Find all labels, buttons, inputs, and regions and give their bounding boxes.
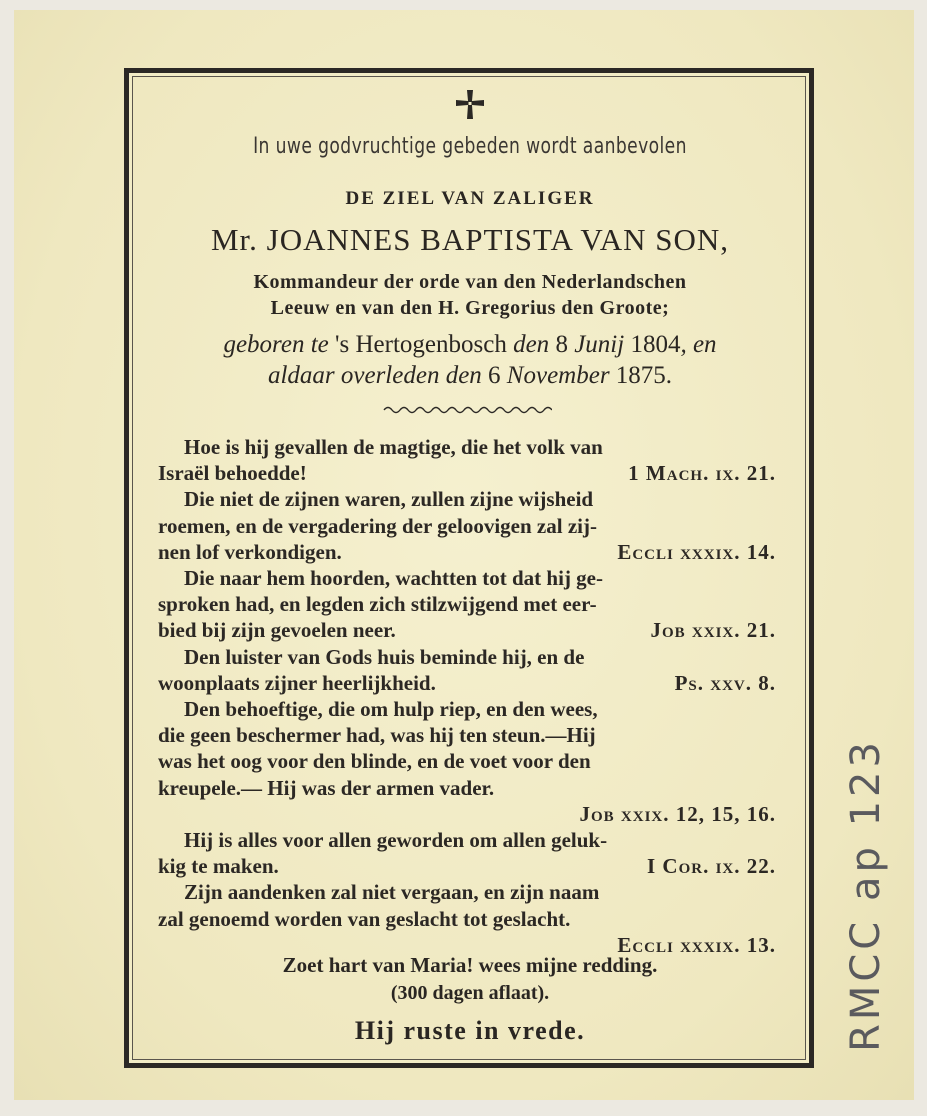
scripture-verses (158, 434, 776, 958)
intro-line: In uwe godvruchtige gebeden wordt aanbevolen (253, 134, 687, 159)
death-line: aldaar overleden den 6 November 1875. (267, 362, 673, 389)
verse-line (158, 670, 776, 696)
verse-text: Die niet de zijnen waren, zullen zijne wijsheid (184, 487, 594, 512)
verse-line (158, 434, 776, 460)
verse-text: Israël behoedde! (158, 461, 307, 486)
verse-text: sproken had, en legden zich stilzwijgend met eer- (158, 592, 597, 617)
verse-text: Hoe is hij gevallen de magtige, die het volk van (184, 435, 603, 459)
verse-line (158, 827, 776, 853)
verse-line (158, 801, 776, 827)
verse-reference: Eccli xxxix. 13. (617, 932, 776, 957)
title-line-2: Leeuw en van den H. Gregorius den Groote; (270, 297, 670, 319)
verse-line (158, 644, 776, 670)
verse-line (158, 722, 776, 748)
verse-line (158, 906, 776, 932)
birth-line: geboren te 's Hertogenbosch den 8 Junij 1804, en (223, 331, 717, 358)
verse-text: woonplaats zijner heerlijkheid. (158, 670, 436, 695)
verse-reference: 1 Mach. ix. 21. (628, 461, 776, 486)
verse-reference: Job xxix. 12, 15, 16. (579, 801, 776, 826)
soul-heading: DE ZIEL VAN ZALIGER (345, 188, 595, 209)
verse-line (158, 486, 776, 512)
verse-reference: Eccli xxxix. 14. (617, 539, 776, 564)
verse-line (158, 460, 776, 486)
verse-line (158, 748, 776, 774)
verse-reference: Ps. xxv. 8. (674, 670, 776, 695)
verse-text: roemen, en de vergadering der geloovigen zal zij- (158, 513, 597, 538)
annotation-text: RMCC ap 123 (843, 738, 889, 1052)
rest-in-peace-line: Hij ruste in vrede. (354, 1016, 586, 1045)
verse-text: kreupele.— Hij was der armen vader. (158, 775, 495, 800)
verse-reference: I Cor. ix. 22. (646, 854, 776, 879)
verse-text: Hij is alles voor allen geworden om allen geluk- (184, 828, 608, 853)
verse-line (158, 591, 776, 617)
verse-reference: Job xxix. 21. (650, 618, 776, 643)
verse-text: Zijn aandenken zal niet vergaan, en zijn naam (184, 880, 600, 905)
verse-line (158, 853, 776, 879)
deceased-name: Mr. JOANNES BAPTISTA VAN SON, (210, 222, 730, 257)
indulgence-line: (300 dagen aflaat). (390, 982, 550, 1004)
handwritten-annotation (836, 740, 896, 1050)
verse-text: Die naar hem hoorden, wachtten tot dat hij ge- (184, 566, 603, 591)
verse-text: die geen beschermer had, was hij ten steun.—Hij (158, 723, 596, 748)
verse-line (158, 617, 776, 643)
verse-line (158, 879, 776, 905)
verse-text: nen lof verkondigen. (158, 539, 342, 564)
verse-line (158, 513, 776, 539)
cross-icon (453, 88, 487, 122)
verse-text: zal genoemd worden van geslacht tot geslacht. (158, 906, 571, 931)
title-line-1: Kommandeur der orde van den Nederlandschen (253, 271, 687, 293)
verse-line (158, 696, 776, 722)
verse-text: Den luister van Gods huis beminde hij, en de (184, 644, 585, 669)
verse-line (158, 565, 776, 591)
verse-text: was het oog voor den blinde, en de voet voor den (158, 749, 591, 774)
prayer-line: Zoet hart van Maria! wees mijne redding. (282, 953, 658, 977)
verse-line (158, 775, 776, 801)
verse-text: Den behoeftige, die om hulp riep, en den wees, (184, 697, 598, 722)
verse-text: bied bij zijn gevoelen neer. (158, 618, 396, 643)
verse-text: kig te maken. (158, 854, 279, 879)
wave-divider (382, 404, 552, 416)
verse-line (158, 539, 776, 565)
